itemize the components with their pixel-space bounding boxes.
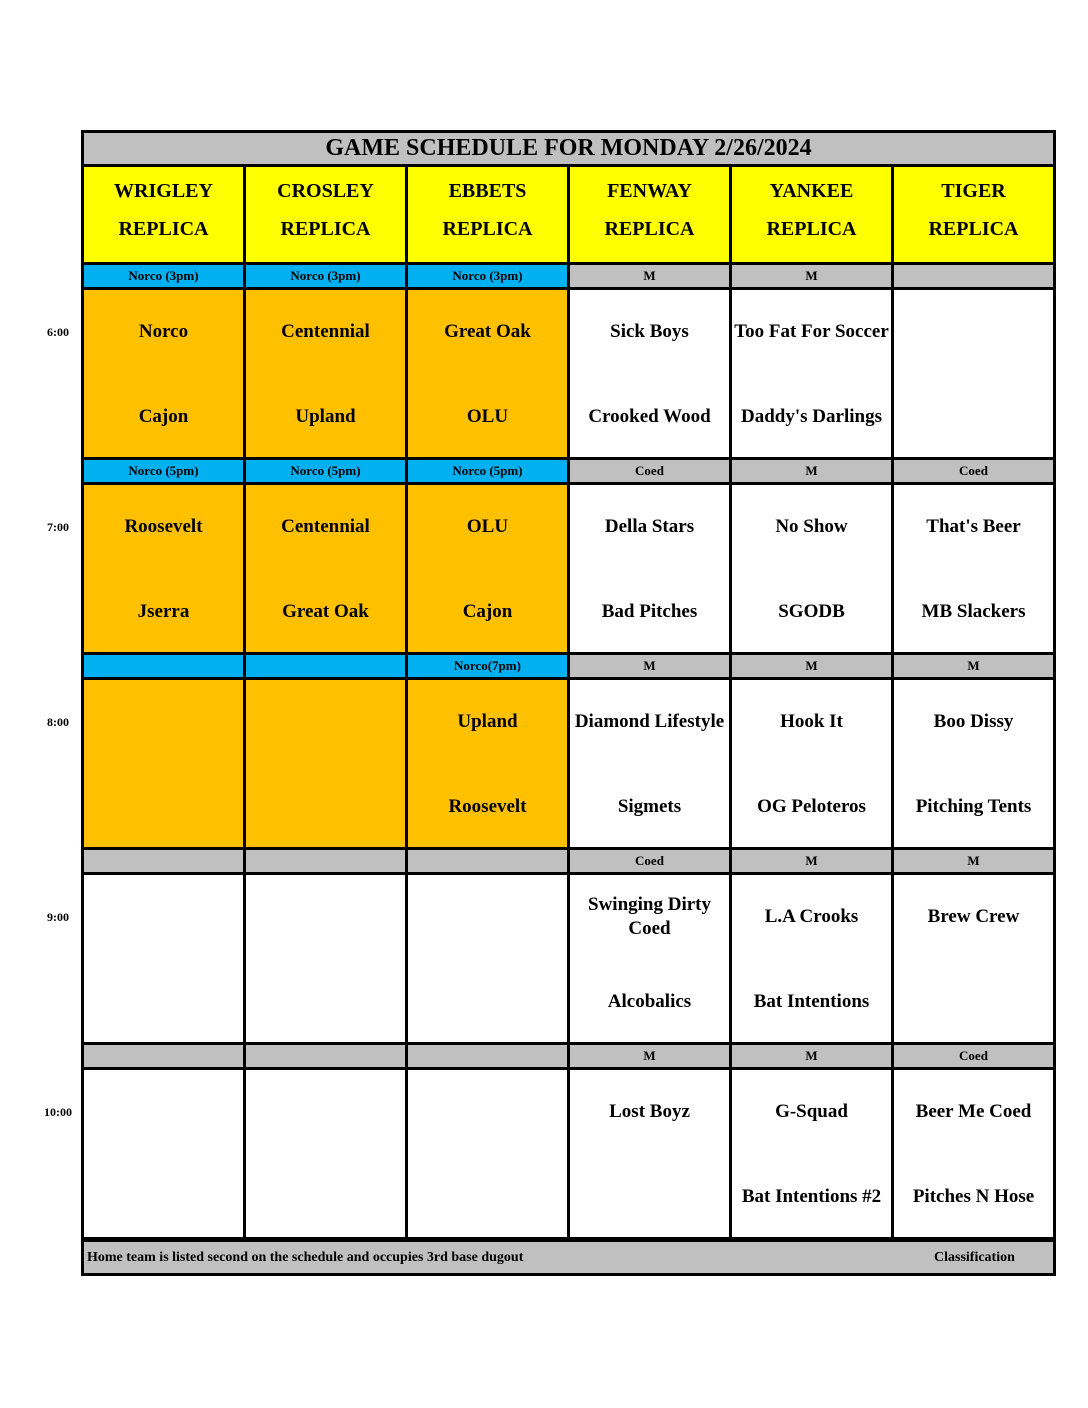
game-cell bbox=[570, 875, 729, 1042]
home-team bbox=[84, 792, 243, 822]
time-label: 8:00 bbox=[47, 715, 69, 729]
slot-label bbox=[84, 655, 243, 677]
game-cell bbox=[246, 680, 405, 847]
game-cell bbox=[408, 1070, 567, 1237]
away-team: Boo Dissy bbox=[933, 711, 1014, 732]
away-team bbox=[84, 893, 243, 941]
slot-label: M bbox=[732, 850, 891, 872]
game-cell bbox=[408, 875, 567, 1042]
away-team: Sick Boys bbox=[610, 321, 689, 342]
home-team: Cajon bbox=[138, 406, 189, 427]
field-name: TIGER bbox=[941, 180, 1006, 202]
game-cell bbox=[408, 485, 567, 652]
field-name: FENWAY bbox=[607, 180, 692, 202]
game-cell bbox=[570, 485, 729, 652]
slot-label bbox=[894, 265, 1053, 287]
home-team bbox=[246, 987, 405, 1017]
home-team: Daddy's Darlings bbox=[741, 406, 882, 427]
away-team: Too Fat For Soccer bbox=[734, 321, 889, 342]
home-team: OG Peloteros bbox=[757, 796, 866, 817]
slot-label: Norco (3pm) bbox=[84, 265, 243, 287]
field-name: CROSLEY bbox=[277, 180, 374, 202]
game-cell bbox=[894, 875, 1053, 1042]
home-team-note: Home team is listed second on the schedule and occupies 3rd base dugout bbox=[87, 1249, 524, 1265]
field-name: YANKEE bbox=[769, 180, 854, 202]
home-team bbox=[894, 987, 1053, 1017]
away-team: Upland bbox=[457, 711, 518, 732]
away-team: Great Oak bbox=[444, 321, 531, 342]
away-team: Diamond Lifestyle bbox=[574, 711, 725, 732]
away-team: No Show bbox=[775, 516, 848, 537]
home-team bbox=[894, 402, 1053, 432]
away-team: L.A Crooks bbox=[764, 906, 859, 927]
slot-label: Coed bbox=[570, 850, 729, 872]
time-label: 6:00 bbox=[47, 325, 69, 339]
home-team: SGODB bbox=[778, 601, 845, 622]
field-header-tiger bbox=[894, 167, 1053, 262]
away-team: Centennial bbox=[281, 516, 370, 537]
away-team bbox=[84, 1088, 243, 1136]
home-team: Roosevelt bbox=[448, 796, 527, 817]
slot-label: M bbox=[894, 850, 1053, 872]
field-subtitle: REPLICA bbox=[604, 218, 695, 240]
home-team bbox=[84, 1182, 243, 1212]
home-team bbox=[408, 987, 567, 1017]
game-cell bbox=[84, 875, 243, 1042]
away-team bbox=[408, 893, 567, 941]
away-team: That's Beer bbox=[926, 516, 1021, 537]
slot-label: Norco(7pm) bbox=[408, 655, 567, 677]
slot-label bbox=[84, 1045, 243, 1067]
home-team: Pitching Tents bbox=[915, 796, 1032, 817]
field-subtitle: REPLICA bbox=[118, 218, 209, 240]
home-team: Bat Intentions bbox=[753, 991, 870, 1012]
home-team bbox=[246, 1182, 405, 1212]
home-team: Sigmets bbox=[617, 796, 682, 817]
slot-label: Norco (5pm) bbox=[246, 460, 405, 482]
home-team bbox=[408, 1182, 567, 1212]
away-team bbox=[894, 308, 1053, 356]
game-cell bbox=[570, 290, 729, 457]
schedule-title: GAME SCHEDULE FOR MONDAY 2/26/2024 bbox=[84, 133, 1053, 164]
home-team: MB Slackers bbox=[921, 601, 1026, 622]
schedule-table bbox=[81, 130, 1056, 1276]
field-subtitle: REPLICA bbox=[280, 218, 371, 240]
game-cell bbox=[570, 680, 729, 847]
home-team: Upland bbox=[295, 406, 356, 427]
game-cell bbox=[408, 290, 567, 457]
away-team bbox=[84, 698, 243, 746]
game-cell bbox=[894, 1070, 1053, 1237]
away-team: Brew Crew bbox=[927, 906, 1020, 927]
home-team bbox=[570, 1182, 729, 1212]
slot-label bbox=[246, 655, 405, 677]
away-team: Roosevelt bbox=[124, 516, 203, 537]
game-cell bbox=[408, 680, 567, 847]
game-cell bbox=[84, 1070, 243, 1237]
slot-label: M bbox=[570, 265, 729, 287]
game-cell bbox=[246, 875, 405, 1042]
game-cell bbox=[894, 485, 1053, 652]
slot-label: Coed bbox=[894, 460, 1053, 482]
slot-label bbox=[84, 850, 243, 872]
away-team: Norco bbox=[138, 321, 189, 342]
field-name: WRIGLEY bbox=[114, 180, 213, 202]
home-team: Alcobalics bbox=[607, 991, 692, 1012]
away-team: Della Stars bbox=[604, 516, 695, 537]
game-cell bbox=[84, 485, 243, 652]
away-team bbox=[246, 1088, 405, 1136]
slot-label: M bbox=[732, 265, 891, 287]
slot-label: Coed bbox=[570, 460, 729, 482]
away-team: Lost Boyz bbox=[609, 1101, 690, 1122]
home-team: Bat Intentions #2 bbox=[741, 1186, 882, 1207]
home-team: Cajon bbox=[462, 601, 513, 622]
field-subtitle: REPLICA bbox=[928, 218, 1019, 240]
game-cell bbox=[732, 290, 891, 457]
home-team: Crooked Wood bbox=[588, 406, 711, 427]
slot-label: M bbox=[894, 655, 1053, 677]
slot-label: M bbox=[732, 1045, 891, 1067]
slot-label: Coed bbox=[894, 1045, 1053, 1067]
home-team: Pitches N Hose bbox=[912, 1186, 1035, 1207]
home-team bbox=[84, 987, 243, 1017]
slot-label: Norco (3pm) bbox=[246, 265, 405, 287]
game-cell bbox=[732, 680, 891, 847]
game-cell bbox=[246, 485, 405, 652]
slot-label: M bbox=[732, 655, 891, 677]
slot-label bbox=[246, 1045, 405, 1067]
game-cell bbox=[732, 875, 891, 1042]
field-subtitle: REPLICA bbox=[766, 218, 857, 240]
home-team: Great Oak bbox=[282, 601, 369, 622]
home-team: Bad Pitches bbox=[601, 601, 698, 622]
away-team: G-Squad bbox=[775, 1101, 848, 1122]
field-header-wrigley bbox=[84, 167, 243, 262]
slot-label bbox=[246, 850, 405, 872]
slot-label: M bbox=[570, 1045, 729, 1067]
away-team bbox=[246, 893, 405, 941]
field-name: EBBETS bbox=[448, 180, 527, 202]
away-team: Beer Me Coed bbox=[915, 1101, 1032, 1122]
game-cell bbox=[84, 680, 243, 847]
home-team: OLU bbox=[466, 406, 509, 427]
away-team: Swinging Dirty Coed bbox=[588, 894, 711, 939]
game-cell bbox=[894, 290, 1053, 457]
slot-label: M bbox=[732, 460, 891, 482]
field-header-fenway bbox=[570, 167, 729, 262]
away-team bbox=[246, 698, 405, 746]
home-team: Jserra bbox=[137, 601, 190, 622]
game-cell bbox=[732, 485, 891, 652]
field-header-crosley bbox=[246, 167, 405, 262]
field-subtitle: REPLICA bbox=[442, 218, 533, 240]
game-cell bbox=[84, 290, 243, 457]
slot-label: Norco (5pm) bbox=[408, 460, 567, 482]
slot-label bbox=[408, 850, 567, 872]
schedule-footer bbox=[84, 1242, 1053, 1273]
game-cell bbox=[732, 1070, 891, 1237]
time-label: 10:00 bbox=[44, 1105, 72, 1119]
slot-label: Norco (3pm) bbox=[408, 265, 567, 287]
game-cell bbox=[894, 680, 1053, 847]
game-cell bbox=[570, 1070, 729, 1237]
slot-label: M bbox=[570, 655, 729, 677]
away-team bbox=[408, 1088, 567, 1136]
time-label: 9:00 bbox=[47, 910, 69, 924]
game-cell bbox=[246, 290, 405, 457]
classification-label: Classification bbox=[934, 1249, 1015, 1265]
home-team bbox=[246, 792, 405, 822]
field-header-ebbets bbox=[408, 167, 567, 262]
time-label: 7:00 bbox=[47, 520, 69, 534]
field-header-yankee bbox=[732, 167, 891, 262]
away-team: OLU bbox=[466, 516, 509, 537]
slot-label: Norco (5pm) bbox=[84, 460, 243, 482]
away-team: Centennial bbox=[281, 321, 370, 342]
away-team: Hook It bbox=[780, 711, 843, 732]
slot-label bbox=[408, 1045, 567, 1067]
game-cell bbox=[246, 1070, 405, 1237]
